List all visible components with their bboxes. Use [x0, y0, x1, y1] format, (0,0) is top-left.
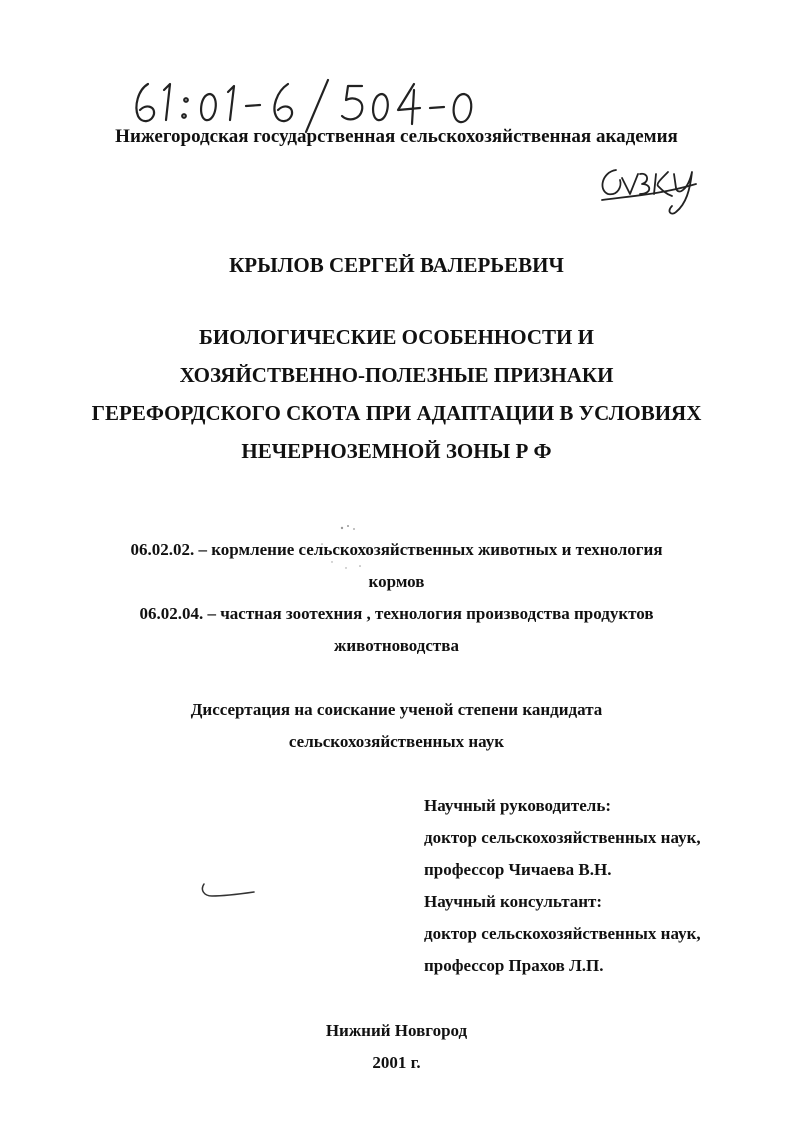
consultant-degree: доктор сельскохозяйственных наук, [424, 924, 701, 943]
city: Нижний Новгород [325, 1021, 468, 1040]
degree-statement [0, 694, 793, 758]
degree-line: Диссертация на соискание ученой степени кандидата [190, 700, 603, 719]
consultant-name: профессор Прахов Л.П. [424, 956, 604, 975]
institution-name: Нижегородская государственная сельскохозяйственная академия [115, 126, 678, 147]
signature-mark [592, 160, 702, 220]
specialty-line: кормов [368, 572, 425, 591]
author-name: КРЫЛОВ СЕРГЕЙ ВАЛЕРЬЕВИЧ [229, 253, 564, 277]
title-line: НЕЧЕРНОЗЕМНОЙ ЗОНЫ Р Ф [241, 439, 552, 463]
place-and-year [0, 1015, 793, 1079]
supervisor-degree: доктор сельскохозяйственных наук, [424, 828, 701, 847]
supervisors-block [424, 790, 701, 982]
specialty-line: 06.02.04. – частная зоотехния , технология производства продуктов [139, 604, 654, 623]
dissertation-title [0, 318, 793, 470]
degree-line: сельскохозяйственных наук [288, 732, 505, 751]
pen-scribble-mark [198, 880, 258, 904]
supervisor-name: профессор Чичаева В.Н. [424, 860, 612, 879]
title-line: ГЕРЕФОРДСКОГО СКОТА ПРИ АДАПТАЦИИ В УСЛОВИЯХ [91, 401, 702, 425]
scribble-drawing [198, 880, 258, 904]
specialty-line: животноводства [334, 636, 459, 655]
title-line: БИОЛОГИЧЕСКИЕ ОСОБЕННОСТИ И [199, 325, 594, 349]
signature-drawing [592, 160, 702, 220]
title-line: ХОЗЯЙСТВЕННО-ПОЛЕЗНЫЕ ПРИЗНАКИ [179, 363, 614, 387]
specialty-line: 06.02.02. – кормление сельскохозяйственных животных и технология [130, 540, 663, 559]
specialty-codes [0, 534, 793, 662]
year: 2001 г. [372, 1053, 421, 1072]
supervisor-heading: Научный руководитель: [424, 796, 611, 815]
consultant-heading: Научный консультант: [424, 892, 603, 911]
